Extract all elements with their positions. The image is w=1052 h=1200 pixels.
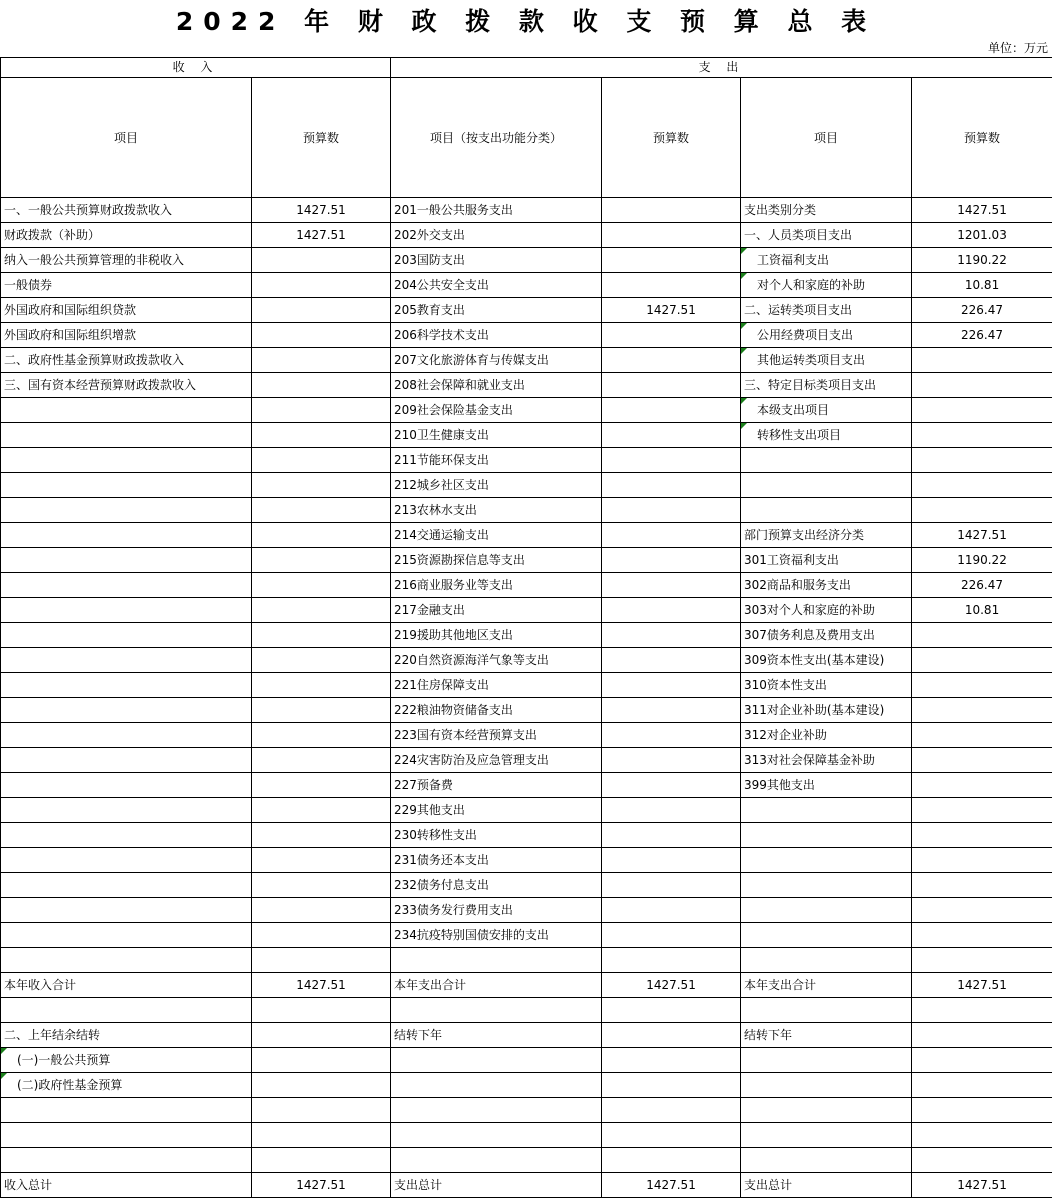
cell-function-amount — [602, 1098, 741, 1123]
section-income: 收 入 — [1, 58, 391, 78]
table-row — [1, 523, 1052, 548]
cell-income-item — [1, 923, 252, 948]
cell-income-amount — [252, 773, 391, 798]
cell-category-item: 312对企业补助 — [741, 723, 912, 748]
cell-income-item: 财政拨款（补助） — [1, 223, 252, 248]
cell-income-item — [1, 548, 252, 573]
cell-function-amount — [602, 448, 741, 473]
cell-income-amount — [252, 273, 391, 298]
table-row — [1, 973, 1052, 998]
cell-function-amount — [602, 723, 741, 748]
table-row — [1, 323, 1052, 348]
cell-category-amount: 1427.51 — [912, 198, 1052, 223]
column-header-row — [1, 78, 1052, 198]
cell-function-amount — [602, 523, 741, 548]
table-row — [1, 548, 1052, 573]
cell-function-item: 217金融支出 — [391, 598, 602, 623]
cell-income-amount — [252, 398, 391, 423]
cell-function-item: 212城乡社区支出 — [391, 473, 602, 498]
cell-income-amount — [252, 648, 391, 673]
cell-category-amount — [912, 898, 1052, 923]
cell-function-item — [391, 1098, 602, 1123]
cell-category-amount — [912, 648, 1052, 673]
unit-label: 单位：万元 — [987, 41, 1048, 55]
cell-function-item: 结转下年 — [391, 1023, 602, 1048]
cell-function-item: 214交通运输支出 — [391, 523, 602, 548]
cell-income-amount — [252, 623, 391, 648]
header-function-item: 项目（按支出功能分类） — [391, 78, 602, 198]
cell-income-amount — [252, 1098, 391, 1123]
cell-function-amount — [602, 323, 741, 348]
cell-category-amount: 1201.03 — [912, 223, 1052, 248]
table-row — [1, 598, 1052, 623]
cell-function-item: 本年支出合计 — [391, 973, 602, 998]
cell-function-amount: 1427.51 — [602, 973, 741, 998]
cell-function-item: 232债务付息支出 — [391, 873, 602, 898]
cell-function-amount — [602, 223, 741, 248]
cell-function-item: 220自然资源海洋气象等支出 — [391, 648, 602, 673]
cell-income-amount: 1427.51 — [252, 1173, 391, 1198]
header-income-item: 项目 — [1, 78, 252, 198]
cell-income-amount — [252, 898, 391, 923]
table-row — [1, 1173, 1052, 1198]
cell-function-item — [391, 1123, 602, 1148]
cell-function-item — [391, 1073, 602, 1098]
cell-category-item — [741, 1148, 912, 1173]
cell-income-item — [1, 1148, 252, 1173]
cell-category-item — [741, 798, 912, 823]
cell-category-amount — [912, 848, 1052, 873]
cell-function-item: 支出总计 — [391, 1173, 602, 1198]
table-row — [1, 473, 1052, 498]
cell-income-item — [1, 498, 252, 523]
cell-function-amount — [602, 198, 741, 223]
table-row — [1, 1023, 1052, 1048]
cell-income-amount — [252, 673, 391, 698]
cell-income-item — [1, 848, 252, 873]
cell-category-amount — [912, 673, 1052, 698]
cell-income-amount — [252, 698, 391, 723]
cell-function-item: 215资源勘探信息等支出 — [391, 548, 602, 573]
table-row — [1, 848, 1052, 873]
cell-function-amount — [602, 923, 741, 948]
cell-income-item: 二、政府性基金预算财政拨款收入 — [1, 348, 252, 373]
cell-category-item — [741, 1073, 912, 1098]
cell-income-item — [1, 398, 252, 423]
cell-function-amount — [602, 348, 741, 373]
table-row — [1, 1148, 1052, 1173]
cell-category-amount — [912, 723, 1052, 748]
cell-income-amount — [252, 573, 391, 598]
cell-category-item: 支出总计 — [741, 1173, 912, 1198]
cell-function-amount — [602, 823, 741, 848]
cell-category-item: 302商品和服务支出 — [741, 573, 912, 598]
cell-category-amount — [912, 448, 1052, 473]
cell-function-amount: 1427.51 — [602, 1173, 741, 1198]
cell-function-item: 211节能环保支出 — [391, 448, 602, 473]
cell-category-amount — [912, 373, 1052, 398]
cell-function-amount — [602, 1023, 741, 1048]
cell-function-amount — [602, 1048, 741, 1073]
table-row — [1, 673, 1052, 698]
cell-category-amount: 1427.51 — [912, 523, 1052, 548]
cell-function-amount — [602, 473, 741, 498]
cell-income-amount — [252, 948, 391, 973]
cell-category-item — [741, 473, 912, 498]
cell-function-amount — [602, 673, 741, 698]
table-row — [1, 948, 1052, 973]
cell-function-item: 208社会保障和就业支出 — [391, 373, 602, 398]
cell-function-item: 224灾害防治及应急管理支出 — [391, 748, 602, 773]
cell-category-amount — [912, 773, 1052, 798]
cell-category-amount: 1190.22 — [912, 548, 1052, 573]
cell-function-amount — [602, 698, 741, 723]
cell-category-amount: 10.81 — [912, 598, 1052, 623]
cell-category-item — [741, 498, 912, 523]
cell-function-amount — [602, 1148, 741, 1173]
cell-category-amount — [912, 1098, 1052, 1123]
cell-income-item — [1, 698, 252, 723]
table-row — [1, 698, 1052, 723]
cell-income-amount — [252, 823, 391, 848]
cell-income-amount — [252, 423, 391, 448]
cell-category-amount: 226.47 — [912, 323, 1052, 348]
cell-function-amount — [602, 948, 741, 973]
cell-category-amount — [912, 1148, 1052, 1173]
cell-income-item: 二、上年结余结转 — [1, 1023, 252, 1048]
cell-income-amount — [252, 848, 391, 873]
cell-income-item — [1, 773, 252, 798]
cell-income-amount — [252, 998, 391, 1023]
cell-function-amount — [602, 773, 741, 798]
table-row — [1, 573, 1052, 598]
cell-income-item — [1, 623, 252, 648]
cell-function-amount — [602, 398, 741, 423]
cell-category-amount: 226.47 — [912, 298, 1052, 323]
cell-function-amount — [602, 1123, 741, 1148]
cell-category-item: 工资福利支出 — [741, 248, 912, 273]
cell-category-item — [741, 923, 912, 948]
cell-category-item: 二、运转类项目支出 — [741, 298, 912, 323]
cell-category-amount: 226.47 — [912, 573, 1052, 598]
table-row — [1, 648, 1052, 673]
cell-category-item: 301工资福利支出 — [741, 548, 912, 573]
table-row — [1, 998, 1052, 1023]
cell-category-amount — [912, 698, 1052, 723]
cell-category-amount — [912, 998, 1052, 1023]
table-row — [1, 248, 1052, 273]
header-income-amount: 预算数 — [252, 78, 391, 198]
cell-income-item — [1, 1123, 252, 1148]
cell-income-amount — [252, 723, 391, 748]
table-row — [1, 1073, 1052, 1098]
cell-category-amount — [912, 623, 1052, 648]
cell-function-amount — [602, 1073, 741, 1098]
cell-category-item: 本级支出项目 — [741, 398, 912, 423]
cell-category-amount — [912, 398, 1052, 423]
cell-category-amount — [912, 823, 1052, 848]
table-row — [1, 1048, 1052, 1073]
cell-function-item — [391, 1048, 602, 1073]
cell-function-item: 222粮油物资储备支出 — [391, 698, 602, 723]
cell-category-amount: 1427.51 — [912, 973, 1052, 998]
table-row — [1, 923, 1052, 948]
cell-category-amount — [912, 1123, 1052, 1148]
cell-category-amount: 1427.51 — [912, 1173, 1052, 1198]
cell-income-item: 收入总计 — [1, 1173, 252, 1198]
cell-income-amount — [252, 748, 391, 773]
cell-income-amount — [252, 548, 391, 573]
cell-income-item — [1, 998, 252, 1023]
cell-income-amount — [252, 873, 391, 898]
cell-category-amount — [912, 1023, 1052, 1048]
cell-function-amount: 1427.51 — [602, 298, 741, 323]
cell-income-amount: 1427.51 — [252, 198, 391, 223]
cell-category-amount — [912, 348, 1052, 373]
cell-function-amount — [602, 998, 741, 1023]
cell-function-item — [391, 1148, 602, 1173]
table-row — [1, 448, 1052, 473]
table-row — [1, 223, 1052, 248]
cell-function-item: 221住房保障支出 — [391, 673, 602, 698]
cell-income-item — [1, 673, 252, 698]
cell-category-item: 309资本性支出(基本建设) — [741, 648, 912, 673]
cell-income-item — [1, 473, 252, 498]
cell-income-item — [1, 423, 252, 448]
cell-category-item: 一、人员类项目支出 — [741, 223, 912, 248]
cell-category-item: 其他运转类项目支出 — [741, 348, 912, 373]
cell-function-amount — [602, 873, 741, 898]
cell-income-amount — [252, 473, 391, 498]
section-expense: 支 出 — [391, 58, 1052, 78]
cell-category-amount — [912, 798, 1052, 823]
cell-income-item — [1, 523, 252, 548]
cell-function-amount — [602, 423, 741, 448]
cell-function-item: 206科学技术支出 — [391, 323, 602, 348]
cell-category-item: 部门预算支出经济分类 — [741, 523, 912, 548]
cell-category-item: 结转下年 — [741, 1023, 912, 1048]
cell-function-amount — [602, 598, 741, 623]
cell-function-amount — [602, 273, 741, 298]
table-row — [1, 748, 1052, 773]
cell-category-item: 399其他支出 — [741, 773, 912, 798]
header-function-amount: 预算数 — [602, 78, 741, 198]
cell-category-item — [741, 1048, 912, 1073]
cell-category-item — [741, 873, 912, 898]
cell-category-item: 311对企业补助(基本建设) — [741, 698, 912, 723]
cell-category-item: 转移性支出项目 — [741, 423, 912, 448]
cell-category-item: 310资本性支出 — [741, 673, 912, 698]
cell-category-item — [741, 948, 912, 973]
table-row — [1, 198, 1052, 223]
cell-income-amount — [252, 598, 391, 623]
cell-income-amount — [252, 498, 391, 523]
cell-category-item: 支出类别分类 — [741, 198, 912, 223]
cell-function-amount — [602, 498, 741, 523]
cell-income-amount — [252, 1023, 391, 1048]
cell-income-amount — [252, 323, 391, 348]
cell-income-item — [1, 898, 252, 923]
cell-category-amount — [912, 1073, 1052, 1098]
cell-income-item: 纳入一般公共预算管理的非税收入 — [1, 248, 252, 273]
cell-function-item: 201一般公共服务支出 — [391, 198, 602, 223]
cell-function-item: 213农林水支出 — [391, 498, 602, 523]
cell-income-item: 外国政府和国际组织贷款 — [1, 298, 252, 323]
cell-income-item: 一般债券 — [1, 273, 252, 298]
cell-income-item: (二)政府性基金预算 — [1, 1073, 252, 1098]
cell-income-amount — [252, 923, 391, 948]
cell-function-item: 219援助其他地区支出 — [391, 623, 602, 648]
cell-category-amount — [912, 873, 1052, 898]
cell-income-amount — [252, 523, 391, 548]
cell-category-item — [741, 1123, 912, 1148]
table-row — [1, 723, 1052, 748]
cell-income-item — [1, 823, 252, 848]
cell-function-item: 231债务还本支出 — [391, 848, 602, 873]
cell-income-amount — [252, 1148, 391, 1173]
table-row — [1, 348, 1052, 373]
table-row — [1, 623, 1052, 648]
cell-category-item: 303对个人和家庭的补助 — [741, 598, 912, 623]
cell-income-item — [1, 873, 252, 898]
budget-table — [0, 57, 1052, 1198]
cell-income-amount — [252, 298, 391, 323]
cell-category-amount — [912, 1048, 1052, 1073]
table-row — [1, 298, 1052, 323]
cell-income-amount — [252, 1073, 391, 1098]
cell-function-amount — [602, 648, 741, 673]
cell-function-item: 204公共安全支出 — [391, 273, 602, 298]
cell-function-item — [391, 948, 602, 973]
cell-income-item — [1, 573, 252, 598]
cell-category-amount: 1190.22 — [912, 248, 1052, 273]
cell-income-amount — [252, 348, 391, 373]
table-row — [1, 823, 1052, 848]
section-header-row — [1, 58, 1052, 78]
cell-function-amount — [602, 248, 741, 273]
cell-function-item — [391, 998, 602, 1023]
cell-function-item: 234抗疫特别国债安排的支出 — [391, 923, 602, 948]
cell-income-item: (一)一般公共预算 — [1, 1048, 252, 1073]
cell-category-item: 307债务利息及费用支出 — [741, 623, 912, 648]
cell-function-item: 209社会保险基金支出 — [391, 398, 602, 423]
cell-income-item: 本年收入合计 — [1, 973, 252, 998]
cell-function-amount — [602, 573, 741, 598]
cell-function-amount — [602, 848, 741, 873]
table-row — [1, 773, 1052, 798]
cell-category-amount — [912, 923, 1052, 948]
cell-function-item: 216商业服务业等支出 — [391, 573, 602, 598]
cell-function-item: 233债务发行费用支出 — [391, 898, 602, 923]
cell-category-item: 313对社会保障基金补助 — [741, 748, 912, 773]
cell-function-item: 202外交支出 — [391, 223, 602, 248]
cell-function-amount — [602, 748, 741, 773]
cell-category-amount — [912, 473, 1052, 498]
cell-category-item: 本年支出合计 — [741, 973, 912, 998]
cell-income-item: 外国政府和国际组织增款 — [1, 323, 252, 348]
cell-income-item — [1, 648, 252, 673]
cell-income-amount — [252, 1123, 391, 1148]
cell-income-item — [1, 448, 252, 473]
cell-category-item: 三、特定目标类项目支出 — [741, 373, 912, 398]
cell-category-amount: 10.81 — [912, 273, 1052, 298]
table-row — [1, 1098, 1052, 1123]
cell-function-amount — [602, 373, 741, 398]
cell-category-amount — [912, 948, 1052, 973]
cell-function-item: 207文化旅游体育与传媒支出 — [391, 348, 602, 373]
cell-category-amount — [912, 423, 1052, 448]
cell-income-amount — [252, 1048, 391, 1073]
header-category-amount: 预算数 — [912, 78, 1052, 198]
cell-function-item: 227预备费 — [391, 773, 602, 798]
cell-income-item: 三、国有资本经营预算财政拨款收入 — [1, 373, 252, 398]
page-title: 2022 年 财 政 拨 款 收 支 预 算 总 表 — [175, 7, 877, 36]
cell-category-item — [741, 1098, 912, 1123]
cell-function-item: 230转移性支出 — [391, 823, 602, 848]
cell-category-item — [741, 823, 912, 848]
cell-function-item: 205教育支出 — [391, 298, 602, 323]
cell-income-amount: 1427.51 — [252, 223, 391, 248]
table-row — [1, 873, 1052, 898]
cell-income-amount — [252, 448, 391, 473]
cell-income-amount — [252, 798, 391, 823]
cell-function-item: 203国防支出 — [391, 248, 602, 273]
cell-income-item — [1, 948, 252, 973]
table-row — [1, 898, 1052, 923]
cell-income-item — [1, 723, 252, 748]
cell-category-item: 公用经费项目支出 — [741, 323, 912, 348]
cell-function-item: 210卫生健康支出 — [391, 423, 602, 448]
cell-income-amount — [252, 373, 391, 398]
cell-income-amount — [252, 248, 391, 273]
cell-income-item — [1, 798, 252, 823]
cell-function-amount — [602, 548, 741, 573]
cell-category-item — [741, 848, 912, 873]
table-row — [1, 798, 1052, 823]
cell-income-amount: 1427.51 — [252, 973, 391, 998]
header-category-item: 项目 — [741, 78, 912, 198]
cell-function-item: 229其他支出 — [391, 798, 602, 823]
cell-income-item — [1, 748, 252, 773]
cell-function-amount — [602, 798, 741, 823]
table-row — [1, 398, 1052, 423]
cell-category-item — [741, 448, 912, 473]
cell-category-item — [741, 998, 912, 1023]
cell-income-item — [1, 1098, 252, 1123]
cell-category-amount — [912, 748, 1052, 773]
cell-category-amount — [912, 498, 1052, 523]
table-row — [1, 273, 1052, 298]
cell-income-item — [1, 598, 252, 623]
cell-function-item: 223国有资本经营预算支出 — [391, 723, 602, 748]
table-row — [1, 498, 1052, 523]
table-row — [1, 423, 1052, 448]
cell-category-item: 对个人和家庭的补助 — [741, 273, 912, 298]
table-row — [1, 373, 1052, 398]
cell-income-item: 一、一般公共预算财政拨款收入 — [1, 198, 252, 223]
cell-function-amount — [602, 623, 741, 648]
table-row — [1, 1123, 1052, 1148]
cell-function-amount — [602, 898, 741, 923]
cell-category-item — [741, 898, 912, 923]
